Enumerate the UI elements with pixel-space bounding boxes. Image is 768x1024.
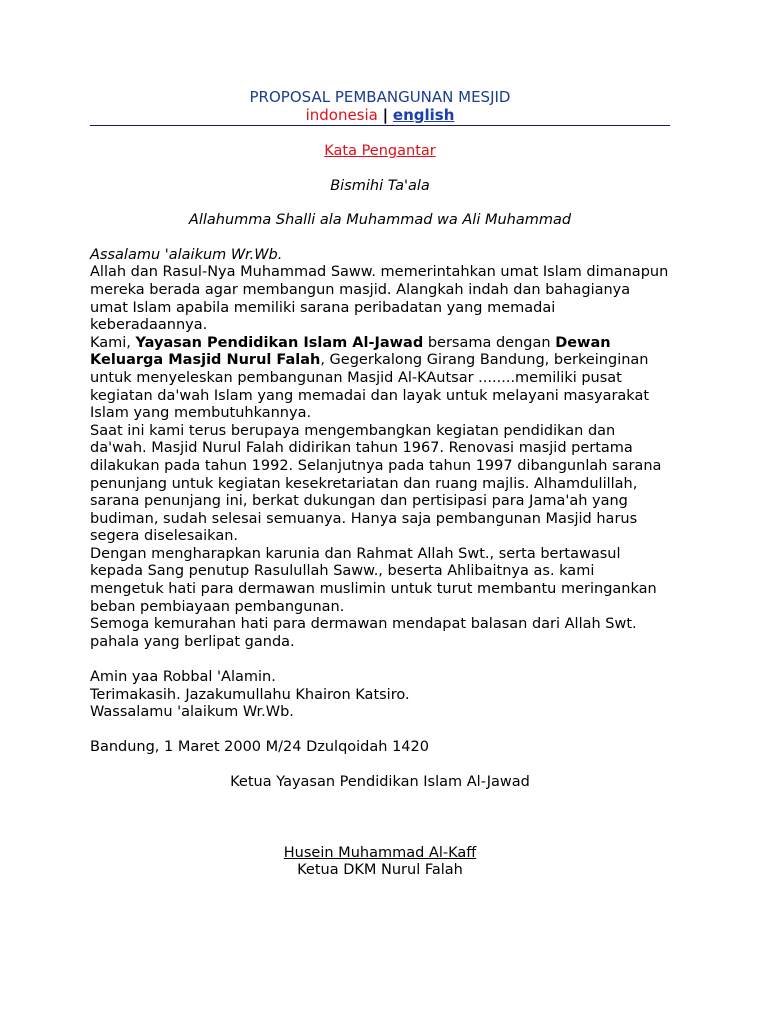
proposal-document: [90, 88, 670, 880]
paragraph-4: Dengan mengharapkan karunia dan Rahmat Allah Swt., serta bertawasul kepada Sang penutup Rasulullah Saww., beserta Ahlibaitnya as. kami mengetuk hati para dermawan muslimin untuk turut membantu meringankan beban pembiayaan pembangunan.: [90, 545, 657, 615]
spacer: [90, 651, 670, 669]
section-heading-kata-pengantar: Kata Pengantar: [324, 143, 436, 159]
paragraph-1: Allah dan Rasul-Nya Muhammad Saww. memerintahkan umat Islam dimanapun mereka berada agar membangun masjid. Alangkah indah dan bahagianya umat Islam apabila memiliki sarana peribadatan yang memadai keberadaannya.: [90, 264, 669, 334]
shalawat-line: Allahumma Shalli ala Muhammad wa Ali Muhammad: [188, 212, 572, 229]
signer-name: Husein Muhammad Al-Kaff: [283, 844, 477, 861]
language-link-english[interactable]: english: [392, 106, 455, 124]
paragraph-2-intro: Kami,: [90, 334, 136, 351]
signature-ketua-yayasan: Ketua Yayasan Pendidikan Islam Al-Jawad: [230, 774, 530, 790]
language-link-indonesia[interactable]: indonesia: [305, 106, 378, 124]
closing-thanks: Terimakasih. Jazakumullahu Khairon Katsiro.: [90, 686, 410, 703]
language-separator: |: [382, 106, 389, 124]
language-switcher: [90, 106, 670, 124]
paragraph-2-connector: bersama dengan: [423, 334, 556, 351]
signature-block: [90, 845, 670, 880]
organization-name-dkm: Dewan Keluarga Masjid Nurul Falah: [90, 334, 611, 369]
closing-salam: Wassalamu 'alaikum Wr.Wb.: [90, 704, 294, 721]
paragraph-5: Semoga kemurahan hati para dermawan mendapat balasan dari Allah Swt. pahala yang berlipat ganda.: [90, 616, 637, 650]
date-line: Bandung, 1 Maret 2000 M/24 Dzulqoidah 1420: [90, 739, 429, 756]
closing-amin: Amin yaa Robbal 'Alamin.: [90, 669, 276, 686]
organization-name-yayasan: Yayasan Pendidikan Islam Al-Jawad: [135, 334, 424, 351]
letter-body: [90, 247, 670, 757]
paragraph-2-rest: , Gegerkalong Girang Bandung, berkeinginan untuk menyeleskan pembangunan Masjid Al-KAutsar ........memiliki pusat kegiatan da'wah Islam yang memadai dan layak untuk melayani masyarakat Islam yang membutuhkannya.: [90, 352, 650, 422]
bismillah-line: Bismihi Ta'ala: [330, 177, 430, 194]
spacer: [90, 722, 670, 740]
greeting: Assalamu 'alaikum Wr.Wb.: [90, 246, 283, 263]
header-divider: [90, 125, 670, 126]
signer-title: Ketua DKM Nurul Falah: [297, 862, 463, 879]
paragraph-2: [90, 335, 670, 423]
document-title: PROPOSAL PEMBANGUNAN MESJID: [249, 88, 511, 106]
paragraph-3: Saat ini kami terus berupaya mengembangkan kegiatan pendidikan dan da'wah. Masjid Nurul Falah didirikan tahun 1967. Renovasi masjid pertama dilakukan pada tahun 1992. Selanjutnya pada tahun 1997 dibangunlah sarana penunjang untuk kegiatan kesekretariatan dan ruang majlis. Alhamdulillah, sarana penunjang ini, berkat dukungan dan pertisipasi para Jama'ah yang budiman, sudah selesai semuanya. Hanya saja pembangunan Masjid harus segera diselesaikan.: [90, 422, 662, 545]
